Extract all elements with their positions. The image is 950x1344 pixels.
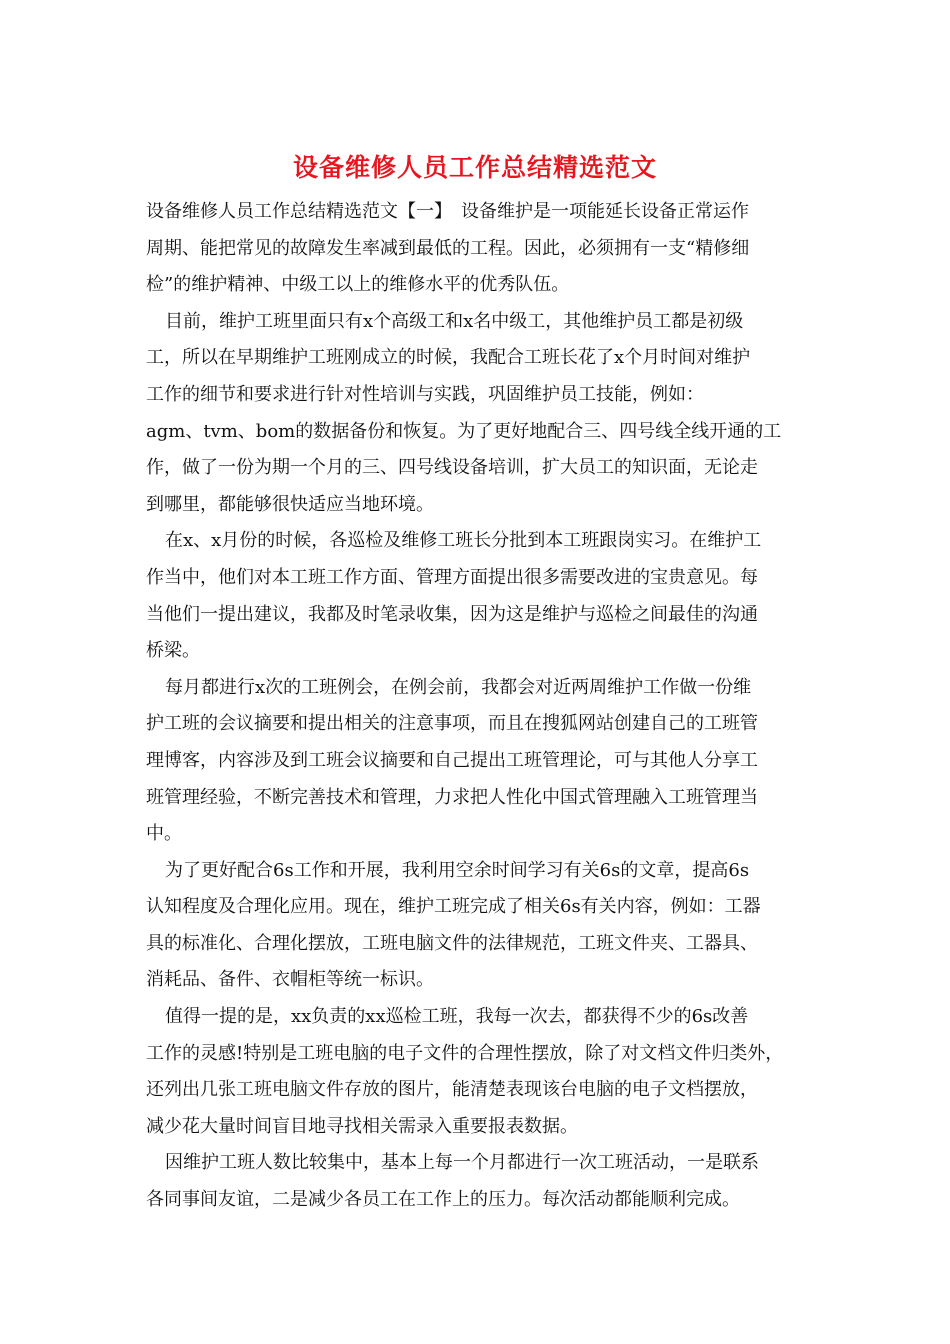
- text-line: 值得一提的是，xx负责的xx巡检工班，我每一次去，都获得不少的6s改善: [165, 1006, 749, 1028]
- text-line: 到哪里，都能够很快适应当地环境。: [146, 493, 434, 515]
- text-line: 作当中，他们对本工班工作方面、管理方面提出很多需要改进的宝贵意见。每: [146, 566, 758, 588]
- paragraph-2: [146, 304, 818, 524]
- text-line: 各同事间友谊，二是减少各员工在工作上的压力。每次活动都能顺利完成。: [146, 1189, 740, 1211]
- paragraph-6: [146, 999, 818, 1145]
- text-line: 工作的细节和要求进行针对性培训与实践，巩固维护员工技能，例如：: [146, 383, 704, 405]
- text-line: 检”的维护精神、中级工以上的维修水平的优秀队伍。: [146, 274, 570, 296]
- paragraph-7: [146, 1145, 818, 1218]
- text-line: 因维护工班人数比较集中，基本上每一个月都进行一次工班活动，一是联系: [165, 1152, 759, 1174]
- text-line: 目前，维护工班里面只有x个高级工和x名中级工，其他维护员工都是初级: [165, 310, 744, 332]
- text-line: 在x、x月份的时候，各巡检及维修工班长分批到本工班跟岗实习。在维护工: [165, 530, 762, 552]
- document-title: 设备维修人员工作总结精选范文: [292, 153, 657, 182]
- text-line: 为了更好配合6s工作和开展，我利用空余时间学习有关6s的文章，提高6s: [165, 859, 750, 881]
- text-line: 班管理经验，不断完善技术和管理，力求把人性化中国式管理融入工班管理当: [146, 786, 758, 808]
- text-line: 消耗品、备件、衣帽柜等统一标识。: [146, 969, 434, 991]
- text-line: 工作的灵感!特别是工班电脑的电子文件的合理性摆放，除了对文档文件归类外，: [146, 1042, 784, 1064]
- paragraph-5: [146, 853, 818, 999]
- text-line: 当他们一提出建议，我都及时笔录收集，因为这是维护与巡检之间最佳的沟通: [146, 603, 758, 625]
- text-line: 设备维修人员工作总结精选范文【一】 设备维护是一项能延长设备正常运作: [146, 201, 749, 222]
- text-line: 每月都进行x次的工班例会，在例会前，我都会对近两周维护工作做一份维: [165, 676, 752, 698]
- text-line: 理博客，内容涉及到工班会议摘要和自己提出工班管理论，可与其他人分享工: [146, 749, 758, 771]
- paragraph-3: [146, 523, 818, 669]
- text-line: 还列出几张工班电脑文件存放的图片，能清楚表现该台电脑的电子文档摆放，: [146, 1079, 758, 1101]
- text-line: 认知程度及合理化应用。现在，维护工班完成了相关6s有关内容，例如：工器: [146, 896, 761, 918]
- text-line: 工，所以在早期维护工班刚成立的时候，我配合工班长花了x个月时间对维护: [146, 347, 751, 369]
- text-line: 具的标准化、合理化摆放，工班电脑文件的法律规范，工班文件夹、工器具、: [146, 932, 758, 954]
- document-body: [146, 194, 818, 1219]
- paragraph-4: [146, 670, 818, 853]
- text-line: 周期、能把常见的故障发生率减到最低的工程。因此，必须拥有一支“精修细: [146, 237, 750, 259]
- text-line: 护工班的会议摘要和提出相关的注意事项，而且在搜狐网站创建自己的工班管: [146, 713, 758, 735]
- text-line: agm、tvm、bom的数据备份和恢复。为了更好地配合三、四号线全线开通的工: [146, 420, 782, 442]
- text-line: 作，做了一份为期一个月的三、四号线设备培训，扩大员工的知识面，无论走: [146, 457, 758, 479]
- paragraph-1: [146, 194, 818, 304]
- text-line: 减少花大量时间盲目地寻找相关需录入重要报表数据。: [146, 1115, 578, 1137]
- text-line: 中。: [146, 823, 182, 845]
- text-line: 桥梁。: [146, 640, 200, 662]
